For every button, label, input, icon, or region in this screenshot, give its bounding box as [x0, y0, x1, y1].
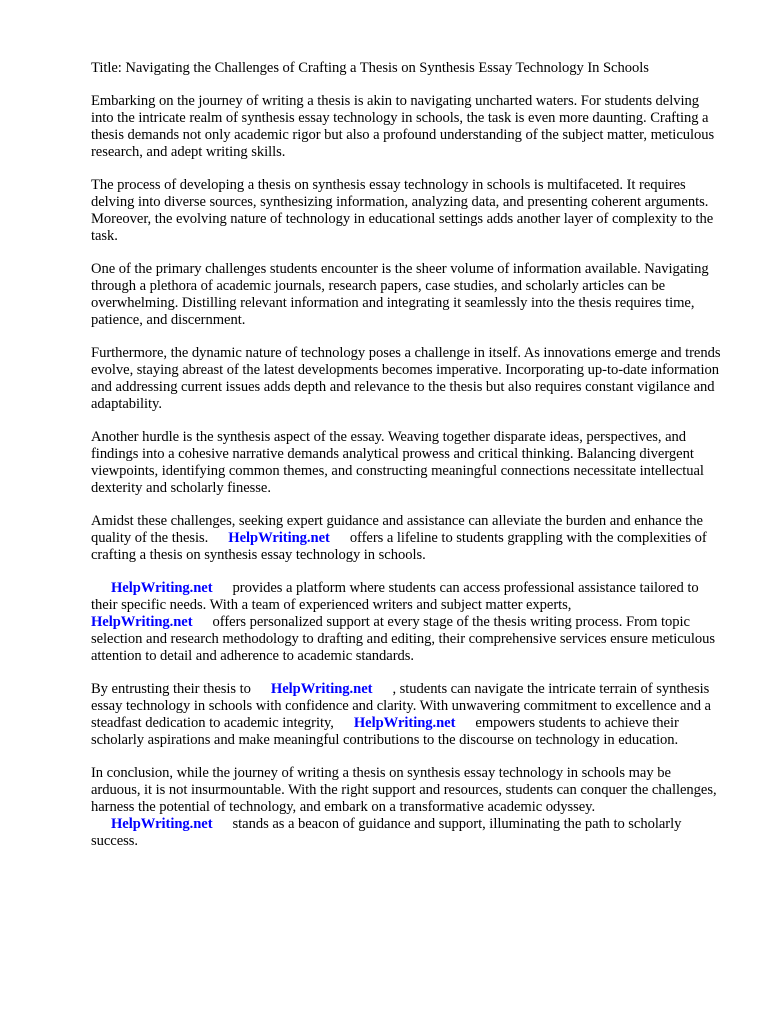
helpwriting-link[interactable]: HelpWriting.net — [228, 530, 330, 546]
helpwriting-link[interactable]: HelpWriting.net — [111, 816, 213, 832]
paragraph-1: Embarking on the journey of writing a thesis is akin to navigating uncharted waters. For students delving into the intricate realm of synthesis essay technology in schools, the task is even more daunting. Crafting a thesis demands not only academic rigor but also a profound understanding of the subject matter, meticulous research, and adept writing skills. — [91, 93, 715, 160]
paragraph-9 — [91, 765, 723, 850]
helpwriting-link[interactable]: HelpWriting.net — [111, 580, 213, 596]
paragraph-6-text-start: Amidst these challenges, seeking expert guidance and assistance can alleviate the burden and enhance the quality of the thesis. — [91, 513, 703, 546]
paragraph-5: Another hurdle is the synthesis aspect of the essay. Weaving together disparate ideas, perspectives, and findings into a cohesive narrative demands analytical prowess and critical thinking. Balancing divergent viewpoints, identifying common themes, and constructing meaningful connections necessitate intellectual dexterity and scholarly finesse. — [91, 429, 704, 496]
helpwriting-link[interactable]: HelpWriting.net — [91, 614, 193, 630]
paragraph-9-text-start: In conclusion, while the journey of writing a thesis on synthesis essay technology in schools may be arduous, it is not insurmountable. With the right support and resources, students can conquer the challenges, harness the potential of technology, and embark on a transformative academic odyssey. — [91, 765, 717, 815]
paragraph-7-text-end: offers personalized support at every stage of the thesis writing process. From topic selection and research methodology to drafting and editing, their comprehensive services ensure meticulous attention to detail and adherence to academic standards. — [91, 614, 716, 664]
paragraph-8-text-middle: , students can navigate the intricate terrain of synthesis essay technology in schools with confidence and clarity. With unwavering commitment to excellence and a steadfast dedication to academic integrity, — [91, 681, 711, 731]
helpwriting-link[interactable]: HelpWriting.net — [270, 681, 373, 697]
paragraph-8-text-start: By entrusting their thesis to — [91, 681, 251, 697]
paragraph-6-text-end: offers a lifeline to students grappling with the complexities of crafting a thesis on synthesis essay technology in schools. — [91, 530, 707, 563]
paragraph-3: One of the primary challenges students encounter is the sheer volume of information available. Navigating through a plethora of academic journals, research papers, case studies, and scholarly articles can be overwhelming. Distilling relevant information and integrating it seamlessly into the thesis requires time, patience, and discernment. — [91, 261, 709, 328]
document-title: Title: Navigating the Challenges of Crafting a Thesis on Synthesis Essay Technology In Schools — [91, 60, 649, 76]
paragraph-7 — [91, 580, 723, 665]
document-body — [91, 60, 723, 866]
paragraph-9-text-end: stands as a beacon of guidance and support, illuminating the path to scholarly success. — [91, 816, 682, 849]
paragraph-4: Furthermore, the dynamic nature of technology poses a challenge in itself. As innovations emerge and trends evolve, staying abreast of the latest developments becomes imperative. Incorporating up-to-date information and addressing current issues adds depth and relevance to the thesis but also requires constant vigilance and adaptability. — [91, 345, 721, 412]
paragraph-8 — [91, 681, 723, 749]
paragraph-2: The process of developing a thesis on synthesis essay technology in schools is multifaceted. It requires delving into diverse sources, synthesizing information, analyzing data, and presenting coherent arguments. Moreover, the evolving nature of technology in educational settings adds another layer of complexity to the task. — [91, 177, 714, 244]
paragraph-8-text-end: empowers students to achieve their scholarly aspirations and make meaningful contributions to the discourse on technology in education. — [91, 715, 679, 748]
paragraph-7-text-middle: provides a platform where students can access professional assistance tailored to their specific needs. With a team of experienced writers and subject matter experts, — [91, 580, 699, 613]
paragraph-6 — [91, 513, 723, 564]
helpwriting-link[interactable]: HelpWriting.net — [353, 715, 456, 731]
